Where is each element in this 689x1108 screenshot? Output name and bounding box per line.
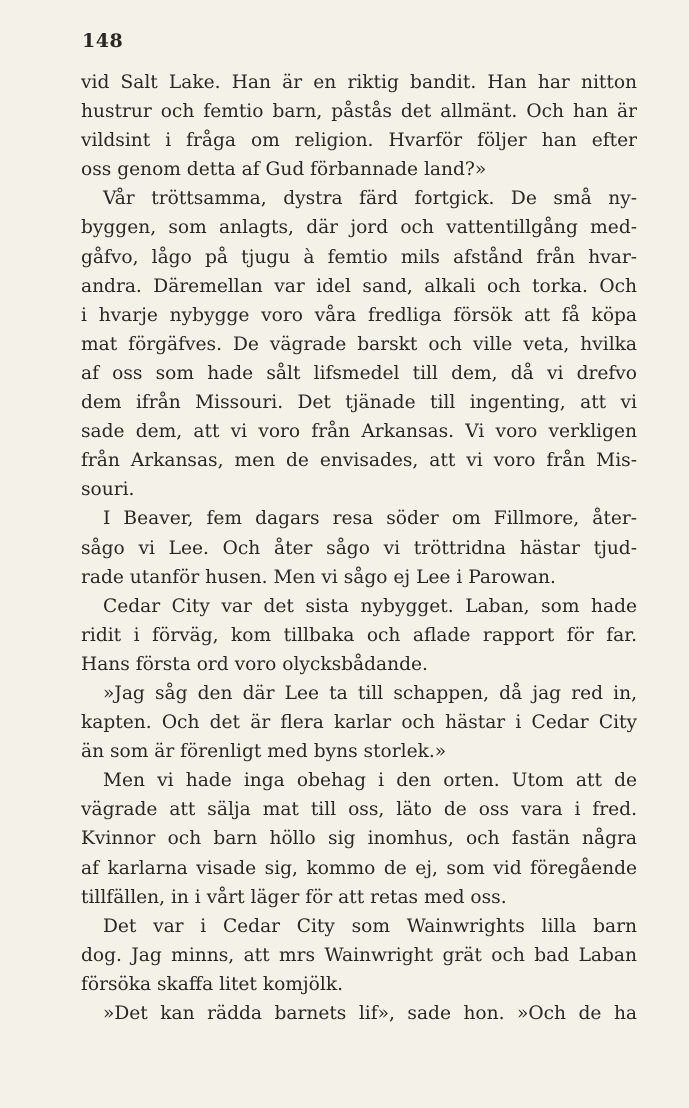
body-text — [81, 68, 637, 1028]
text-line: vägrade att sälja mat till oss, läto de oss vara i fred. — [81, 799, 637, 821]
text-line: andra. Däremellan var idel sand, alkali och torka. Och — [81, 275, 637, 297]
text-line: byggen, som anlagts, där jord och vattentillgång med- — [81, 217, 637, 239]
text-line: dem ifrån Missouri. Det tjänade till ingenting, att vi — [81, 392, 637, 414]
text-line: Vår tröttsamma, dystra färd fortgick. De små ny- — [103, 188, 637, 210]
text-line: oss genom detta af Gud förbannade land?» — [81, 159, 487, 181]
text-line: kapten. Och det är flera karlar och hästar i Cedar City — [81, 712, 637, 734]
text-line: Men vi hade inga obehag i den orten. Utom att de — [103, 770, 637, 792]
text-line: »Det kan rädda barnets lif», sade hon. »Och de ha — [103, 1003, 637, 1024]
text-line: rade utanför husen. Men vi sågo ej Lee i Parowan. — [81, 566, 556, 588]
text-line: försöka skaffa litet komjölk. — [81, 973, 343, 995]
text-line: mat förgäfves. De vägrade barskt och ville veta, hvilka — [81, 333, 637, 355]
text-line: ridit i förväg, kom tillbaka och aflade rapport för far. — [81, 624, 637, 646]
text-line: i hvarje nybygge voro våra fredliga försök att få köpa — [81, 304, 637, 326]
text-line: vildsint i fråga om religion. Hvarför följer han efter — [81, 130, 637, 152]
text-line: »Jag såg den där Lee ta till schappen, då jag red in, — [103, 682, 637, 704]
text-line: sade dem, att vi voro från Arkansas. Vi voro verkligen — [81, 421, 637, 443]
text-line: Cedar City var det sista nybygget. Laban, som hade — [103, 595, 637, 617]
text-line: hustrur och femtio barn, påstås det allmänt. Och han är — [81, 101, 637, 123]
text-line: af karlarna visade sig, kommo de ej, som vid föregående — [81, 857, 637, 879]
text-line: af oss som hade sålt lifsmedel till dem, då vi drefvo — [81, 362, 637, 384]
text-line: Det var i Cedar City som Wainwrights lilla barn — [103, 915, 637, 937]
text-line: souri. — [81, 479, 135, 501]
page-number: 148 — [82, 30, 124, 52]
text-line: dog. Jag minns, att mrs Wainwright grät och bad Laban — [81, 944, 637, 966]
text-line: från Arkansas, men de envisades, att vi voro från Mis- — [81, 450, 637, 472]
text-line: gåfvo, lågo på tjugu à femtio mils afstånd från hvar- — [81, 246, 637, 268]
text-line: än som är förenligt med byns storlek.» — [81, 741, 447, 763]
text-line: Kvinnor och barn höllo sig inomhus, och fastän några — [81, 828, 637, 850]
text-line: Hans första ord voro olycksbådande. — [81, 653, 428, 675]
text-line: I Beaver, fem dagars resa söder om Fillmore, åter- — [103, 508, 637, 530]
text-line: sågo vi Lee. Och åter sågo vi tröttridna hästar tjud- — [81, 537, 637, 559]
text-line: vid Salt Lake. Han är en riktig bandit. Han har nitton — [81, 72, 637, 93]
text-line: tillfällen, in i vårt läger för att retas med oss. — [81, 886, 507, 908]
